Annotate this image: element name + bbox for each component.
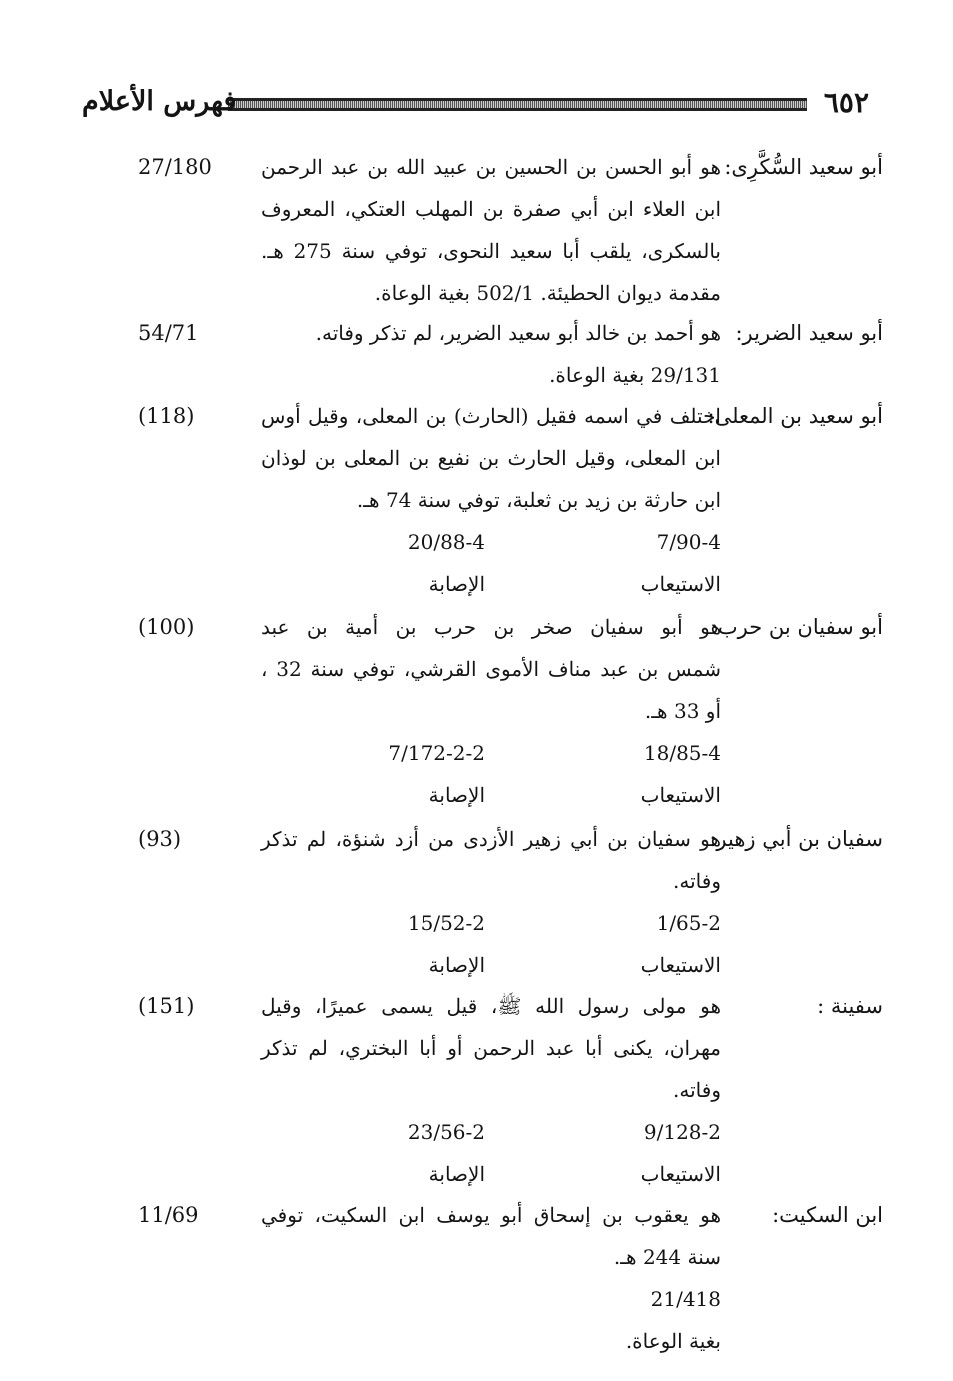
entry-name: أبو سفيان بن حرب: (710, 615, 883, 639)
entry-line: مهران، يكنى أبا عبد الرحمن أو أبا البختري، لم تذكر (261, 1036, 721, 1060)
entry-line: ابن المعلى، وقيل الحارث بن نفيع بن المعلى بن لوذان (261, 446, 721, 470)
source-label: الاستيعاب (640, 783, 721, 807)
source-label: الاستيعاب (640, 572, 721, 596)
entry-body (261, 312, 721, 396)
source-label: الإصابة (428, 1162, 485, 1186)
entry-line: وفاته. (673, 1078, 721, 1102)
source-value: 20/88-4 (407, 530, 485, 554)
source-istiab (571, 1111, 721, 1195)
entry-ref: (100) (138, 615, 195, 639)
entry-line: بالسكرى، يلقب أبا سعيد النحوى، توفي سنة 275 هـ. (261, 239, 721, 263)
source-label: الإصابة (428, 572, 485, 596)
entry-name: أبو سعيد بن المعلى: (707, 404, 883, 428)
entry-body (261, 985, 721, 1111)
entry-name: سفيان بن أبي زهير: (709, 827, 883, 851)
entry-line: هو مولى رسول الله ﷺ، قيل يسمى عميرًا، وقيل (261, 994, 721, 1018)
entry-name: ابن السكيت: (772, 1203, 883, 1227)
source-value: 9/128-2 (643, 1120, 721, 1144)
entry-line: هو أحمد بن خالد أبو سعيد الضرير، لم تذكر وفاته. (315, 321, 721, 345)
source-label: الإصابة (428, 953, 485, 977)
entry-line: 29/131 بغية الوعاة. (549, 363, 721, 387)
entry-body (261, 146, 721, 314)
source-label: الاستيعاب (640, 1162, 721, 1186)
source-value: 18/85-4 (643, 741, 721, 765)
entry-name: أبو سعيد السُّكَّرِى: (724, 155, 883, 179)
entry-body (261, 818, 721, 902)
entry-ref: 11/69 (138, 1203, 199, 1227)
source-value: 7/172-2-2 (388, 741, 485, 765)
entry-line: مقدمة ديوان الحطيئة. 502/1 بغية الوعاة. (374, 281, 721, 305)
page-title: فهرس الأعلام (82, 86, 237, 117)
entry-line: سنة 244 هـ. (613, 1245, 721, 1269)
source-isaba (335, 1111, 485, 1195)
source-label: الاستيعاب (640, 953, 721, 977)
entry-ref: 54/71 (138, 321, 199, 345)
entry-line: بغية الوعاة. (625, 1329, 721, 1353)
source-isaba (335, 902, 485, 986)
entry-body (261, 606, 721, 732)
source-istiab (571, 902, 721, 986)
entry-line: شمس بن عبد مناف الأموى القرشي، توفي سنة 32 ، (261, 657, 721, 681)
sources (251, 1111, 721, 1195)
entry-line: ابن العلاء ابن أبي صفرة بن المهلب العتكي، المعروف (261, 197, 721, 221)
source-value: 23/56-2 (407, 1120, 485, 1144)
entry-line: ابن حارثة بن زيد بن ثعلبة، توفي سنة 74 هـ. (356, 488, 721, 512)
entry-line: هو يعقوب بن إسحاق أبو يوسف ابن السكيت، توفي (261, 1203, 721, 1227)
sources (251, 732, 721, 816)
entry-body (261, 395, 721, 521)
page-header (0, 78, 953, 128)
entry-ref: (151) (138, 994, 195, 1018)
entry-line: 21/418 (650, 1287, 721, 1311)
entry-ref: (93) (138, 827, 182, 851)
entry-line: وفاته. (673, 869, 721, 893)
entry-body (261, 1194, 721, 1362)
page-number: ٦٥٢ (823, 86, 869, 119)
entry-line: هو أبو سفيان صخر بن حرب بن أمية بن عبد (261, 615, 721, 639)
header-rule (228, 98, 807, 111)
sources (251, 902, 721, 986)
source-label: الإصابة (428, 783, 485, 807)
entry-ref: 27/180 (138, 155, 212, 179)
source-value: 1/65-2 (656, 911, 721, 935)
source-istiab (571, 521, 721, 605)
entry-line: اختلف في اسمه فقيل (الحارث) بن المعلى، وقيل أوس (261, 404, 721, 428)
entry-line: هو سفيان بن أبي زهير الأزدى من أزد شنؤة، لم تذكر (261, 827, 721, 851)
entry-line: هو أبو الحسن بن الحسين بن عبيد الله بن عبد الرحمن (261, 155, 721, 179)
source-isaba (335, 521, 485, 605)
source-value: 7/90-4 (656, 530, 721, 554)
entry-name: أبو سعيد الضرير: (735, 321, 883, 345)
source-value: 15/52-2 (407, 911, 485, 935)
sources (251, 521, 721, 605)
entry-ref: (118) (138, 404, 195, 428)
source-istiab (571, 732, 721, 816)
source-isaba (335, 732, 485, 816)
entry-name: سفينة : (817, 994, 883, 1018)
entry-line: أو 33 هـ. (644, 699, 721, 723)
